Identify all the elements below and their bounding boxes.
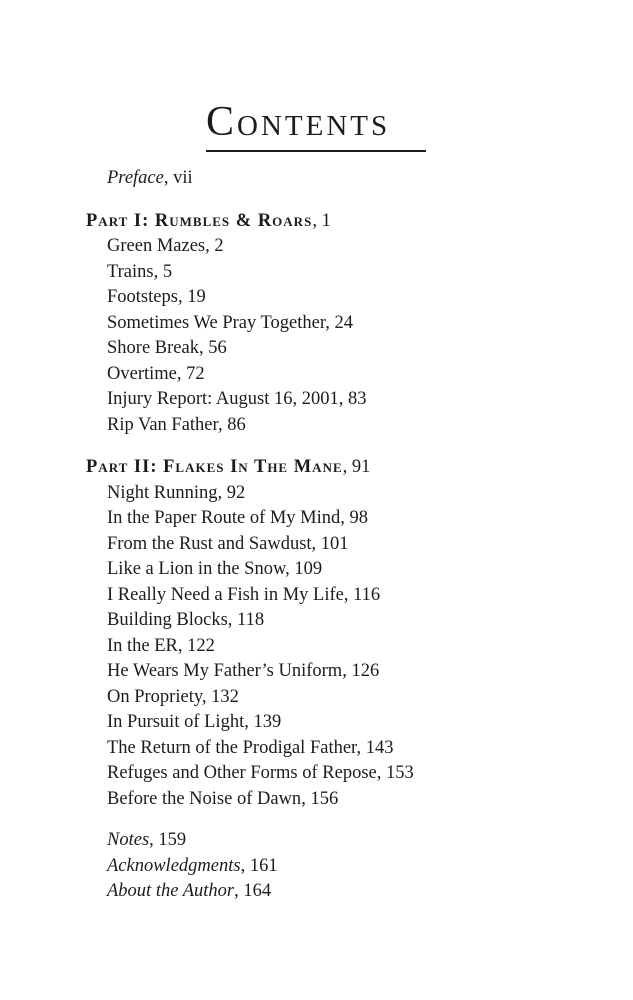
entry-page-number: , 98 (340, 508, 368, 528)
entry-page-number: , 92 (218, 483, 246, 503)
entry-page-number: , 122 (178, 636, 215, 656)
entry-page-number: , 116 (344, 585, 380, 605)
entry-title: The Return of the Prodigal Father (107, 737, 357, 758)
toc-entry (86, 506, 606, 532)
entry-title: Night Running (107, 482, 218, 503)
part-page-number: , 91 (343, 457, 371, 477)
toc-entry-notes (86, 828, 606, 854)
toc-entry (86, 532, 606, 558)
entry-page-number: , 153 (377, 763, 414, 783)
entry-page-number: , 139 (244, 712, 281, 732)
entry-page-number: , 132 (202, 687, 239, 707)
entry-title: Acknowledgments (107, 855, 241, 876)
toc-entry (86, 387, 606, 413)
toc-entry (86, 557, 606, 583)
part-title: Part I: Rumbles & Roars (86, 210, 313, 231)
toc-entry (86, 311, 606, 337)
part-heading-2 (86, 455, 606, 481)
toc-entry (86, 260, 606, 286)
entry-page-number: , 83 (339, 389, 367, 409)
toc-entry (86, 285, 606, 311)
entry-page-number: , 143 (356, 738, 393, 758)
title-underline (206, 150, 426, 152)
entry-page-number: , 24 (325, 313, 353, 333)
toc-entry (86, 583, 606, 609)
toc-entry-about-the-author (86, 879, 606, 905)
part-page-number: , 1 (312, 211, 331, 231)
entry-page-number: , 156 (301, 789, 338, 809)
entry-page-number: , 56 (199, 338, 227, 358)
entry-title: In Pursuit of Light (107, 712, 245, 732)
entry-title: Sometimes We Pray Together (107, 312, 326, 333)
title-block (206, 98, 428, 152)
entry-title: Rip Van Father (107, 414, 218, 435)
toc-entry (86, 685, 606, 711)
entry-title: Preface (107, 168, 164, 188)
page-title: Contents (206, 99, 391, 145)
toc-entry (86, 413, 606, 439)
part-title: Part II: Flakes In The Mane (86, 457, 343, 477)
toc-entry (86, 362, 606, 388)
toc-entry (86, 608, 606, 634)
entry-title: Notes (107, 830, 150, 850)
entry-page-number: , 126 (342, 661, 379, 681)
entry-page-number: , 19 (178, 287, 206, 307)
entry-title: Like a Lion in the Snow (107, 559, 286, 579)
entry-page-number: , 2 (205, 236, 224, 256)
entry-title: On Propriety (107, 686, 202, 707)
toc-entry (86, 659, 606, 685)
entry-title: I Really Need a Fish in My Life (107, 584, 344, 605)
toc-entry-preface (86, 166, 606, 192)
entry-title: Trains (107, 261, 154, 282)
toc-entry (86, 634, 606, 660)
toc-entry (86, 736, 606, 762)
toc-entry-acknowledgments (86, 854, 606, 880)
toc-entry (86, 234, 606, 260)
entry-page-number: , 109 (285, 559, 322, 579)
entry-page-number: , 164 (234, 881, 271, 901)
entry-title: Injury Report: August 16, 2001 (107, 389, 339, 409)
toc-entry (86, 787, 606, 813)
entry-title: He Wears My Father’s Uniform (107, 661, 343, 681)
entry-page-number: , 118 (228, 610, 264, 630)
entry-page-number: , 161 (241, 856, 278, 876)
entry-title: Green Mazes (107, 236, 206, 256)
entry-title: Building Blocks (107, 610, 228, 630)
entry-title: Refuges and Other Forms of Repose (107, 763, 377, 783)
entry-page-number: , 72 (177, 364, 205, 384)
entry-title: Overtime (107, 363, 177, 384)
entry-page-number: , vii (164, 168, 193, 188)
entry-title: Before the Noise of Dawn (107, 788, 302, 809)
entry-title: Shore Break (107, 338, 199, 358)
table-of-contents (86, 166, 606, 905)
back-matter (86, 828, 606, 905)
toc-entry (86, 761, 606, 787)
toc-entry (86, 336, 606, 362)
entry-page-number: , 101 (312, 534, 349, 554)
entry-title: In the Paper Route of My Mind (107, 508, 341, 528)
entry-title: About the Author (107, 881, 235, 901)
entry-page-number: , 5 (154, 262, 173, 282)
entry-page-number: , 86 (218, 415, 246, 435)
part-heading-1 (86, 209, 606, 235)
entry-page-number: , 159 (149, 830, 186, 850)
toc-entry (86, 710, 606, 736)
toc-entry (86, 481, 606, 507)
entry-title: In the ER (107, 635, 178, 656)
entry-title: From the Rust and Sawdust (107, 533, 312, 554)
entry-title: Footsteps (107, 287, 178, 307)
